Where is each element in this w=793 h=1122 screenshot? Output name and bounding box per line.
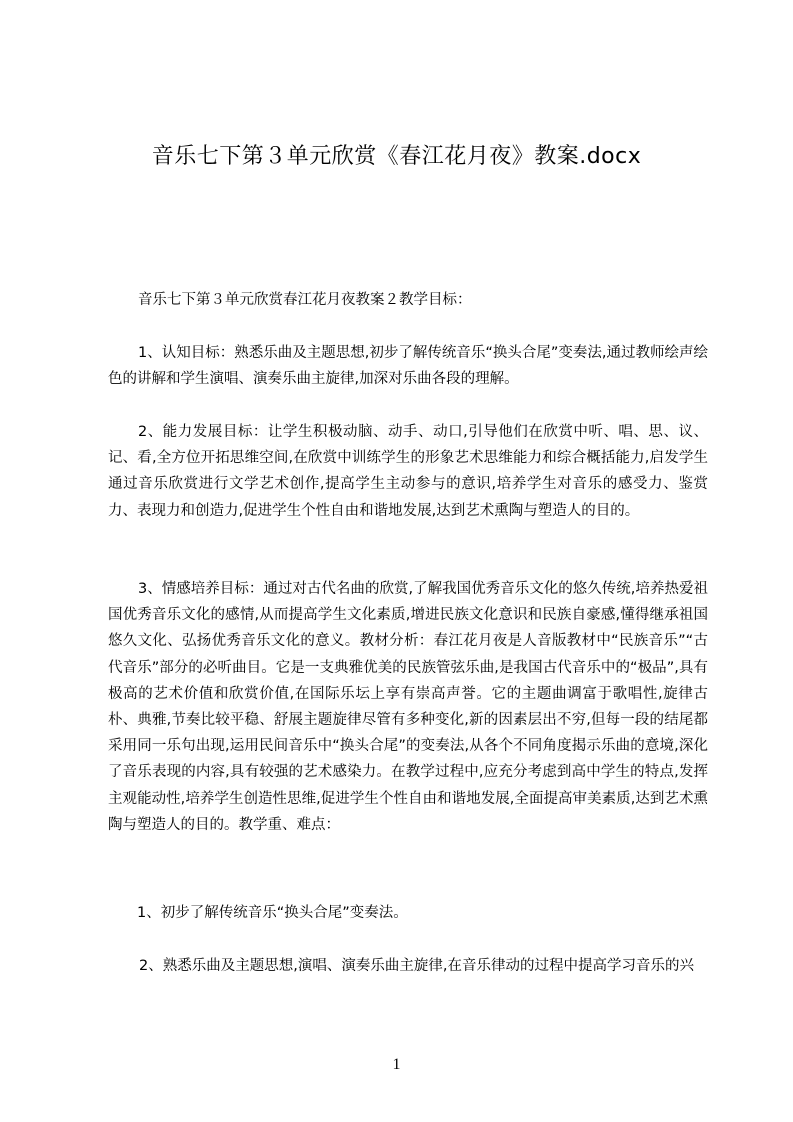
document-title: 音乐七下第３单元欣赏《春江花月夜》教案.docx (151, 144, 642, 169)
key-point-2-paragraph: 2、熟悉乐曲及主题思想,演唱、演奏乐曲主旋律,在音乐律动的过程中提高学习音乐的兴 (139, 958, 694, 974)
intro-paragraph: 音乐七下第３单元欣赏春江花月夜教案２教学目标： (138, 292, 472, 308)
ability-goal-paragraph: 2、能力发展目标：让学生积极动脑、动手、动口,引导他们在欣赏中听、唱、思、议、记、看,全方位开拓思维空间,在欣赏中训练学生的形象艺术思维能力和综合概括能力,启发学生通过音乐欣赏进行文学艺术创作,提高学生主动参与的意识,培养学生对音乐的感受力、鉴赏力、表现力和创造力,促进学生个性自由和谐地发展,达到艺术熏陶与塑造人的目的。 (108, 424, 708, 519)
cognitive-goal-paragraph: 1、认知目标：熟悉乐曲及主题思想,初步了解传统音乐“换头合尾”变奏法,通过教师绘声绘色的讲解和学生演唱、演奏乐曲主旋律,加深对乐曲各段的理解。 (108, 345, 708, 388)
key-point-1-paragraph: 1、初步了解传统音乐“换头合尾”变奏法。 (137, 905, 408, 921)
emotion-goal-paragraph: 3、情感培养目标：通过对古代名曲的欣赏,了解我国优秀音乐文化的悠久传统,培养热爱祖国优秀音乐文化的感情,从而提高学生文化素质,增进民族文化意识和民族自豪感,懂得继承祖国悠久文化、弘扬优秀音乐文化的意义。教材分析：春江花月夜是人音版教材中“民族音乐”“古代音乐”部分的必听曲目。它是一支典雅优美的民族管弦乐曲,是我国古代音乐中的“极品”,具有极高的艺术价值和欣赏价值,在国际乐坛上享有崇高声誉。它的主题曲调富于歌唱性,旋律古朴、典雅,节奏比较平稳、舒展主题旋律尽管有多种变化,新的因素层出不穷,但每一段的结尾都采用同一乐句出现,运用民间音乐中“换头合尾”的变奏法,从各个不同角度揭示乐曲的意境,深化了音乐表现的内容,具有较强的艺术感染力。在教学过程中,应充分考虑到高中学生的特点,发挥主观能动性,培养学生创造性思维,促进学生个性自由和谐地发展,全面提高审美素质,达到艺术熏陶与塑造人的目的。教学重、难点： (108, 581, 708, 833)
page-number: 1 (392, 1056, 401, 1073)
